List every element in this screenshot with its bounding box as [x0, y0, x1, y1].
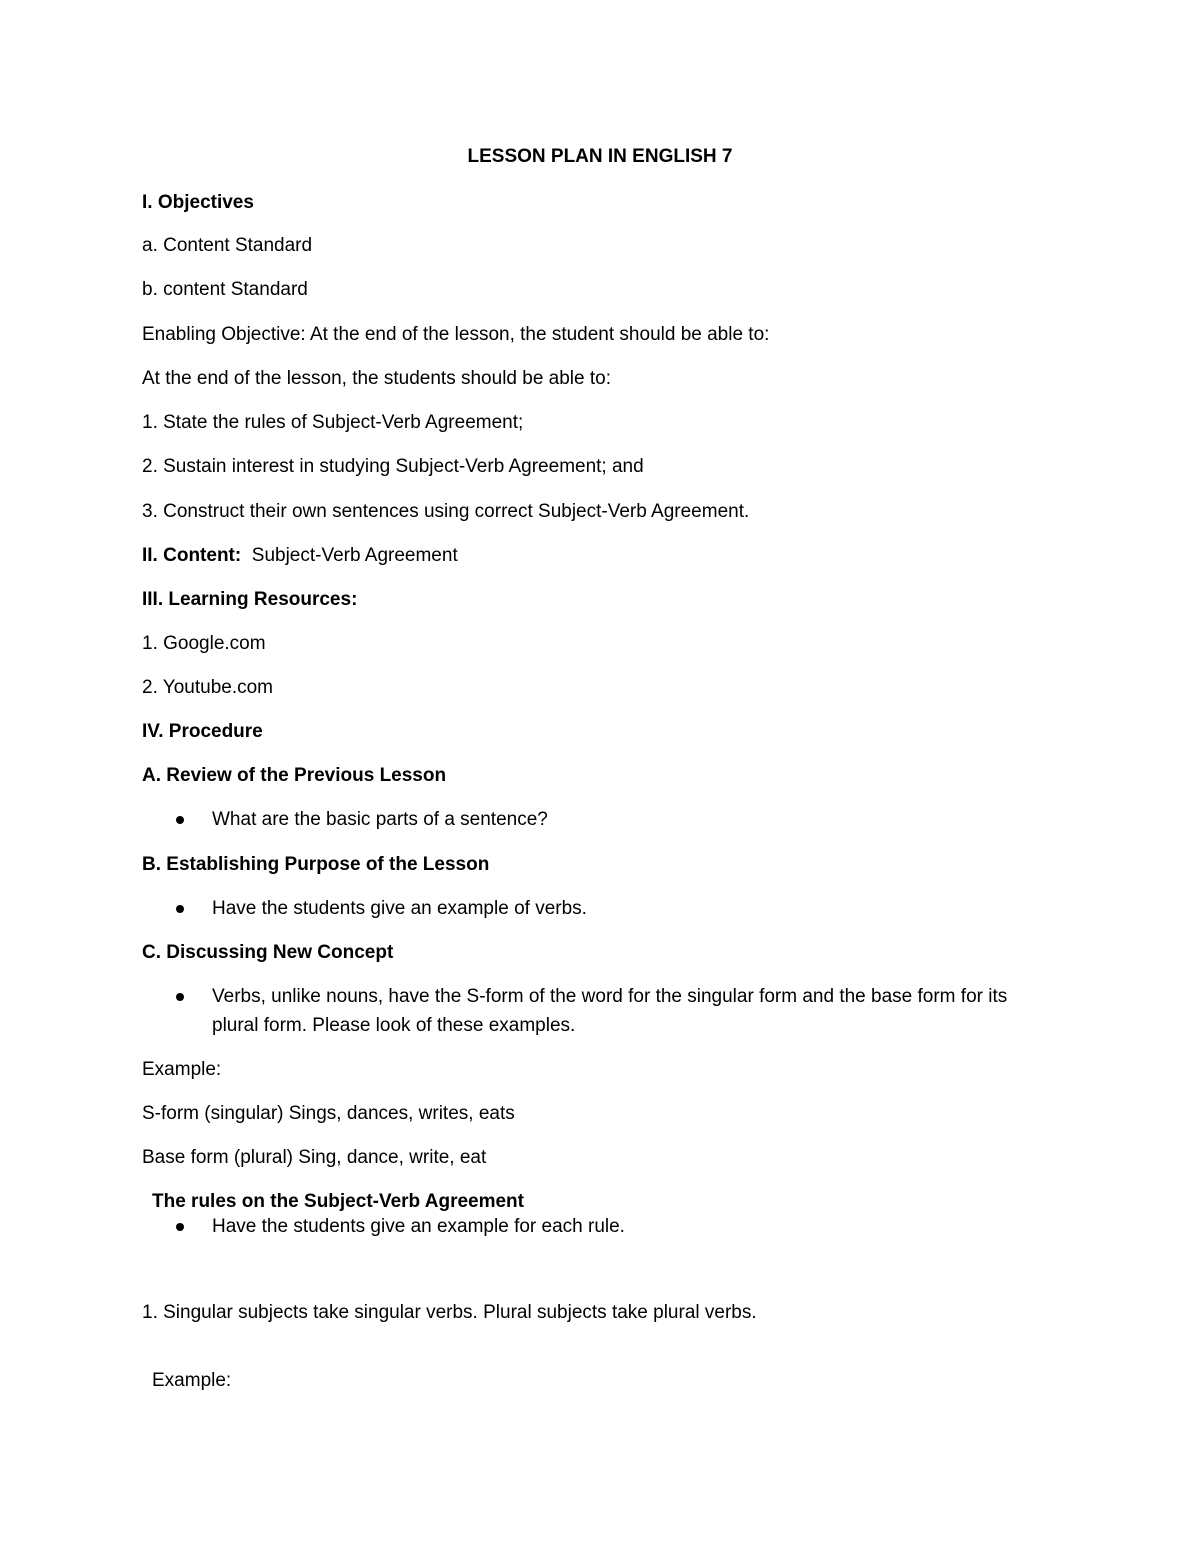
objectives-heading: I. Objectives — [142, 192, 254, 213]
bullet-icon — [176, 993, 184, 1001]
example-label: Example: — [142, 1059, 222, 1080]
purpose-heading: B. Establishing Purpose of the Lesson — [142, 854, 490, 875]
bullet-icon — [176, 905, 184, 913]
rule-1: 1. Singular subjects take singular verbs. Plural subjects take plural verbs. — [142, 1302, 757, 1323]
concept-bullet-line2: plural form. Please look of these examples. — [212, 1015, 576, 1036]
objective-item-3: 3. Construct their own sentences using correct Subject-Verb Agreement. — [142, 501, 750, 522]
base-form-example: Base form (plural) Sing, dance, write, eat — [142, 1147, 487, 1168]
objectives-intro: At the end of the lesson, the students should be able to: — [142, 368, 611, 389]
purpose-bullet: Have the students give an example of verbs. — [212, 898, 587, 919]
resource-item-1: 1. Google.com — [142, 633, 266, 654]
objective-item-1: 1. State the rules of Subject-Verb Agreement; — [142, 412, 524, 433]
bullet-icon — [176, 1223, 184, 1231]
rules-heading: The rules on the Subject-Verb Agreement — [152, 1191, 524, 1212]
page-title: LESSON PLAN IN ENGLISH 7 — [467, 146, 733, 167]
content-section — [142, 544, 458, 568]
new-concept-heading: C. Discussing New Concept — [142, 942, 394, 963]
review-heading: A. Review of the Previous Lesson — [142, 765, 447, 786]
resource-item-2: 2. Youtube.com — [142, 677, 273, 698]
content-standard-a: a. Content Standard — [142, 235, 313, 256]
objective-item-2: 2. Sustain interest in studying Subject-Verb Agreement; and — [142, 456, 644, 477]
content-value: Subject-Verb Agreement — [251, 545, 458, 566]
procedure-heading: IV. Procedure — [142, 721, 263, 742]
enabling-objective: Enabling Objective: At the end of the lesson, the student should be able to: — [142, 324, 770, 345]
s-form-example: S-form (singular) Sings, dances, writes, eats — [142, 1103, 515, 1124]
bullet-icon — [176, 816, 184, 824]
content-label: II. Content: — [142, 545, 242, 566]
concept-bullet-line1: Verbs, unlike nouns, have the S-form of the word for the singular form and the base form for its — [212, 986, 1008, 1007]
content-standard-b: b. content Standard — [142, 279, 308, 300]
resources-heading: III. Learning Resources: — [142, 589, 358, 610]
rules-bullet: Have the students give an example for each rule. — [212, 1216, 625, 1237]
review-bullet: What are the basic parts of a sentence? — [212, 809, 548, 830]
example-label-2: Example: — [152, 1370, 232, 1391]
